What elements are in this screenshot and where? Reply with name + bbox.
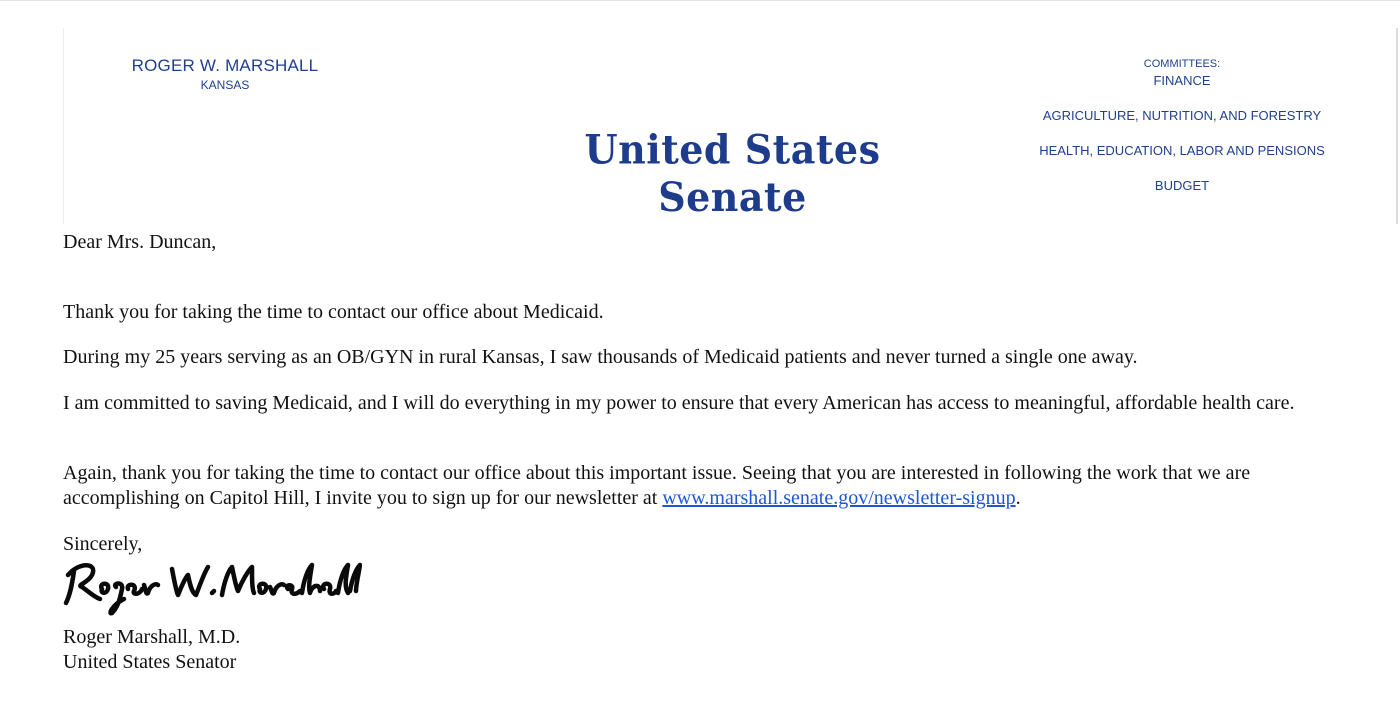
signer-name: Roger Marshall, M.D. xyxy=(63,626,241,648)
committee-item: FINANCE xyxy=(1153,73,1211,88)
handwritten-signature xyxy=(62,555,362,617)
letter-paragraph-2: During my 25 years serving as an OB/GYN in rural Kansas, I saw thousands of Medicaid patients and never turned a single one away. xyxy=(63,346,1138,368)
scrollbar-edge xyxy=(1396,28,1398,224)
senate-title: United States Senate xyxy=(584,125,881,221)
letter-paragraph-1: Thank you for taking the time to contact our office about Medicaid. xyxy=(63,301,604,323)
newsletter-text: Again, thank you for taking the time to contact our office about this important issue. Seeing that you are interested in following the work that we are accomplishing on Capitol Hill, I invite you to sign up for our newsletter at xyxy=(63,462,1251,509)
top-divider xyxy=(0,0,1400,1)
letter-closing: Sincerely, xyxy=(63,533,143,555)
senator-name: ROGER W. MARSHALL xyxy=(131,56,319,75)
committee-item: BUDGET xyxy=(1154,178,1210,193)
committees-heading: COMMITTEES: xyxy=(1143,58,1221,70)
paragraph-end: . xyxy=(1015,487,1021,509)
letter-greeting: Dear Mrs. Duncan, xyxy=(63,231,217,253)
committees-list xyxy=(1022,58,1342,193)
letter-paragraph-3: I am committed to saving Medicaid, and I will do everything in my power to ensure that every American has access to meaningful, affordable health care. xyxy=(63,392,1295,414)
letterhead-left-border xyxy=(63,28,64,224)
committee-item: AGRICULTURE, NUTRITION, AND FORESTRY xyxy=(1042,108,1322,123)
newsletter-signup-link[interactable]: www.marshall.senate.gov/newsletter-signup xyxy=(662,487,1016,509)
letter-paragraph-4 xyxy=(63,461,1363,511)
committee-item: HEALTH, EDUCATION, LABOR AND PENSIONS xyxy=(1039,143,1325,158)
senator-state: KANSAS xyxy=(200,78,250,92)
signer-title: United States Senator xyxy=(63,651,237,673)
